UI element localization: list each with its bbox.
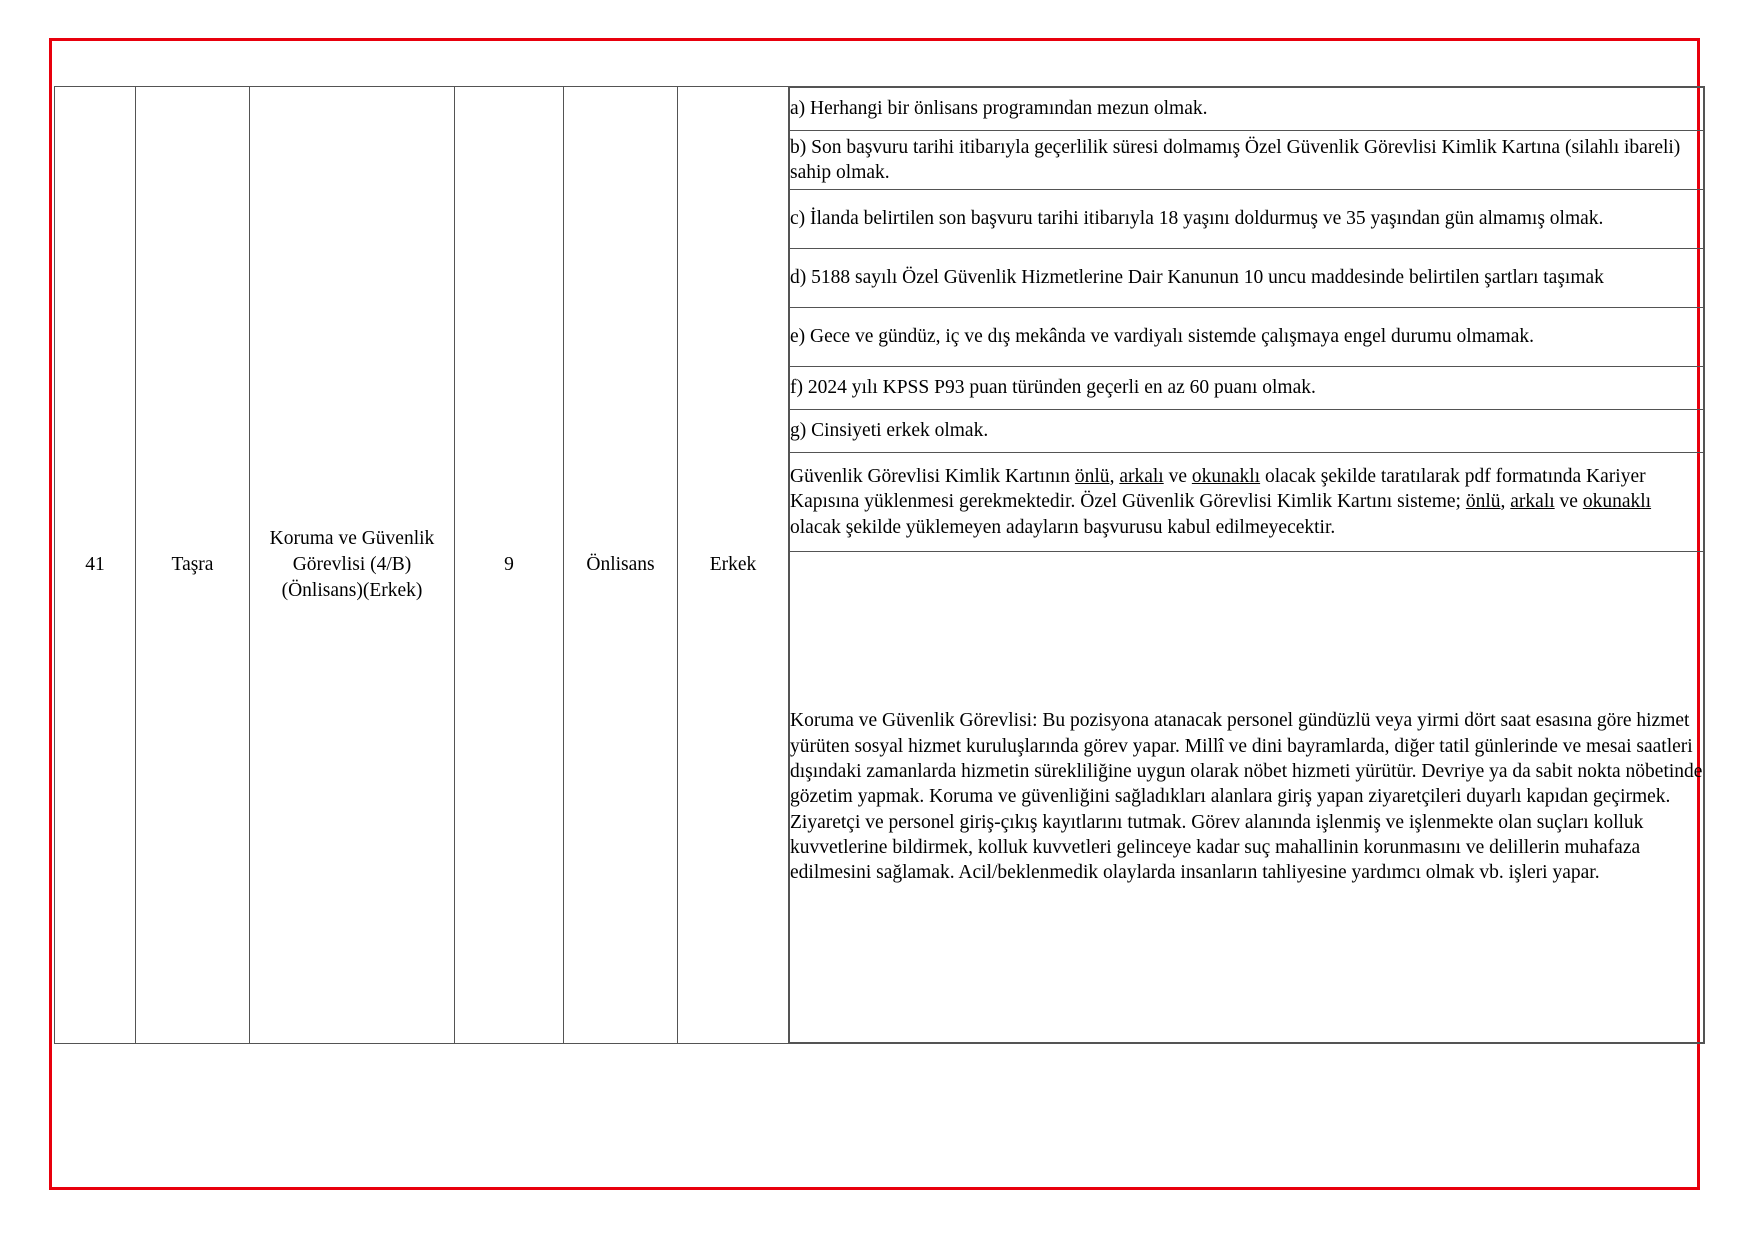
requirement-row-a bbox=[790, 88, 1704, 131]
pdf-note-underline-onlu-2: önlü bbox=[1465, 491, 1501, 513]
requirement-d: d) 5188 sayılı Özel Güvenlik Hizmetlerine Dair Kanunun 10 uncu maddesinde belirtilen şartları taşımak bbox=[790, 249, 1704, 308]
pdf-note-seg-4: olacak şekilde taratılarak pdf formatında Kariyer Kapısına yüklenmesi gerekmektedir. Özel Güvenlik Görevlisi Kimlik Kartını sisteme; bbox=[790, 465, 1646, 513]
pdf-note-underline-okunakli-2: okunaklı bbox=[1582, 491, 1652, 513]
pdf-note-underline-arkali-2: arkalı bbox=[1510, 491, 1555, 513]
job-description-cell bbox=[790, 552, 1704, 1043]
requirement-c: c) İlanda belirtilen son başvuru tarihi itibarıyla 18 yaşını doldurmuş ve 35 yaşından gün almamış olmak. bbox=[790, 190, 1704, 249]
requirement-row-b bbox=[790, 131, 1704, 190]
requirement-pdf-upload-note bbox=[790, 453, 1704, 552]
cell-gender: Erkek bbox=[678, 87, 789, 1044]
pdf-note-seg-6: ve bbox=[1554, 491, 1583, 513]
pdf-note-underline-onlu-1: önlü bbox=[1074, 465, 1110, 487]
requirement-row-pdf-note bbox=[790, 453, 1704, 552]
job-description-text: Koruma ve Güvenlik Görevlisi: Bu pozisyona atanacak personel gündüzlü veya yirmi dört saat esasına göre hizmet yürüten sosyal hizmet kuruluşlarında görev yapar. Millî ve dini bayramlarda, diğer tatil günlerinde ve mesai saatleri dışındaki zamanlarda hizmetin sürekliliğine uygun olarak nöbet hizmeti yürütür. Devriye ya da sabit nokta nöbetinde gözetim yapmak. Koruma ve güvenliğini sağladıkları alanlara giriş yapan ziyaretçileri duyarlı kapıdan geçirmek. Ziyaretçi ve personel giriş-çıkış kayıtlarını tutmak. Görev alanında işlenmiş ve işlenmekte olan suçları kolluk kuvvetlerine bildirmek, kolluk kuvvetleri gelinceye kadar suç mahallinin korunmasını ve delillerin muhafaza edilmesini sağlamak. Acil/beklenmedik olaylarda insanların tahliyesine yardımcı olmak vb. işleri yapar. bbox=[790, 710, 1703, 884]
requirement-e: e) Gece ve gündüz, iç ve dış mekânda ve vardiyalı sistemde çalışmaya engel durumu olmamak. bbox=[790, 308, 1704, 367]
pdf-note-underline-arkali-1: arkalı bbox=[1119, 465, 1164, 487]
requirement-row-c bbox=[790, 190, 1704, 249]
requirement-row-job-description bbox=[790, 552, 1704, 1043]
requirement-g: g) Cinsiyeti erkek olmak. bbox=[790, 410, 1704, 453]
position-requirements-table bbox=[54, 86, 1705, 1044]
requirement-a: a) Herhangi bir önlisans programından mezun olmak. bbox=[790, 88, 1704, 131]
cell-position-title bbox=[250, 87, 455, 1044]
requirements-subtable bbox=[789, 87, 1704, 1043]
requirement-row-g bbox=[790, 410, 1704, 453]
table-row bbox=[55, 87, 1705, 1044]
pdf-note-seg-2: , bbox=[1109, 465, 1120, 487]
page-border-frame bbox=[49, 38, 1703, 1190]
requirement-row-e bbox=[790, 308, 1704, 367]
cell-row-number: 41 bbox=[55, 87, 136, 1044]
cell-education-level: Önlisans bbox=[564, 87, 678, 1044]
requirement-row-d bbox=[790, 249, 1704, 308]
position-line-3: (Önlisans)(Erkek) bbox=[281, 579, 423, 601]
requirement-b: b) Son başvuru tarihi itibarıyla geçerlilik süresi dolmamış Özel Güvenlik Görevlisi Kimlik Kartına (silahlı ibareli) sahip olmak. bbox=[790, 131, 1704, 190]
pdf-note-seg-5: , bbox=[1500, 491, 1511, 513]
cell-quota-count: 9 bbox=[455, 87, 564, 1044]
position-line-1: Koruma ve Güvenlik bbox=[269, 528, 435, 550]
requirement-f: f) 2024 yılı KPSS P93 puan türünden geçerli en az 60 puanı olmak. bbox=[790, 367, 1704, 410]
position-line-2: Görevlisi (4/B) bbox=[292, 554, 412, 576]
cell-unit: Taşra bbox=[136, 87, 250, 1044]
pdf-note-seg-1: Güvenlik Görevlisi Kimlik Kartının bbox=[790, 465, 1075, 487]
requirement-row-f bbox=[790, 367, 1704, 410]
pdf-note-underline-okunakli-1: okunaklı bbox=[1191, 465, 1261, 487]
pdf-note-seg-3: ve bbox=[1163, 465, 1192, 487]
cell-requirements-container bbox=[789, 87, 1705, 1044]
pdf-note-seg-7: olacak şekilde yüklemeyen adayların başvurusu kabul edilmeyecektir. bbox=[790, 516, 1336, 538]
